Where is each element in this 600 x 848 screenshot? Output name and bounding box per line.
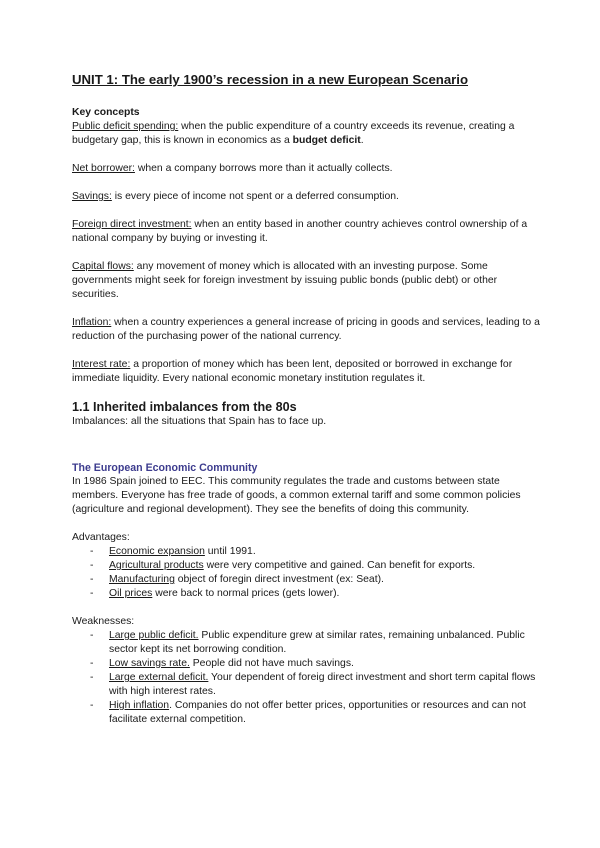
concept-inflation [72,316,542,344]
list-item [72,657,542,671]
item-text: were back to normal prices (gets lower). [152,588,340,599]
item-text: . Companies do not offer better prices, opportunities or resources and can not facilitate external competition. [109,700,526,725]
concept-term: Public deficit spending: [72,121,179,132]
concept-after: . [360,135,364,146]
item-term: Economic expansion [109,546,205,557]
item-text: Public expenditure grew at similar rates, remaining unbalanced. Public sector kept its net borrowing condition. [109,630,525,655]
item-text: object of foregin direct investment (ex: Seat). [174,574,384,585]
advantages-label: Advantages: [72,532,130,543]
section-text: Imbalances: all the situations that Spain has to face up. [72,416,327,427]
concept-net-borrower [72,162,542,176]
item-text: until 1991. [204,546,256,557]
concept-text: when a company borrows more than it actually collects. [134,163,393,174]
item-text: People did not have much savings. [189,658,354,669]
eec-text: In 1986 Spain joined to EEC. This community regulates the trade and customs between state members. Everyone has free trade of goods, a common external tariff and some common policies (agriculture and regional development). They see the benefits of doing this community. [72,476,521,515]
dash-bullet: - [90,700,94,711]
concept-text: any movement of money which is allocated with an investing purpose. Some governments might seek for foreign investment by issuing public bonds (public debt) or other securities. [72,261,498,300]
concept-term: Interest rate: [72,359,131,370]
concept-text: when the public expenditure of a country exceeds its revenue, creating a budgetary gap, this is known in economics as a [72,121,515,146]
concept-capital-flows [72,260,542,302]
concept-public-deficit [72,120,542,148]
concept-text: when an entity based in another country achieves control ownership of a national company by buying or investing it. [72,219,528,244]
concept-term: Savings: [72,191,112,202]
list-item [72,699,542,727]
concept-interest-rate [72,358,542,386]
dash-bullet: - [90,630,94,641]
concept-text: a proportion of money which has been lent, deposited or borrowed in exchange for immediate liquidity. Every national economic monetary institution regulates it. [72,359,513,384]
concept-term: Foreign direct investment: [72,219,192,230]
concept-term: Capital flows: [72,261,134,272]
item-term: Low savings rate. [109,658,190,669]
weaknesses-list [72,629,542,727]
concept-text: is every piece of income not spent or a deferred consumption. [111,191,399,202]
list-item [72,587,542,601]
advantages-list [72,545,542,601]
weaknesses-label: Weaknesses: [72,616,135,627]
concept-text: when a country experiences a general increase of pricing in goods and services, leading to a reduction of the purchasing power of the national currency. [72,317,540,342]
concept-term: Inflation: [72,317,112,328]
item-term: High inflation [109,700,170,711]
concept-bold-term: budget deficit [292,135,361,146]
list-item [72,573,542,587]
list-item [72,559,542,573]
eec-heading: The European Economic Community [72,462,258,474]
item-term: Large public deficit. [109,630,199,641]
section-heading: 1.1 Inherited imbalances from the 80s [72,400,297,414]
item-term: Manufacturing [109,574,175,585]
dash-bullet: - [90,560,94,571]
item-term: Oil prices [109,588,153,599]
dash-bullet: - [90,546,94,557]
concept-savings [72,190,542,204]
dash-bullet: - [90,672,94,683]
list-item [72,629,542,657]
list-item [72,671,542,699]
dash-bullet: - [90,574,94,585]
item-term: Large external deficit. [109,672,209,683]
concept-term: Net borrower: [72,163,135,174]
list-item [72,545,542,559]
item-term: Agricultural products [109,560,204,571]
key-concepts-heading: Key concepts [72,107,140,118]
unit-title: UNIT 1: The early 1900’s recession in a new European Scenario [72,72,469,87]
document-page [72,72,542,727]
dash-bullet: - [90,658,94,669]
item-text: Your dependent of foreig direct investment and short term capital flows with high interest rates. [109,672,536,697]
item-text: were very competitive and gained. Can benefit for exports. [203,560,476,571]
dash-bullet: - [90,588,94,599]
concept-fdi [72,218,542,246]
